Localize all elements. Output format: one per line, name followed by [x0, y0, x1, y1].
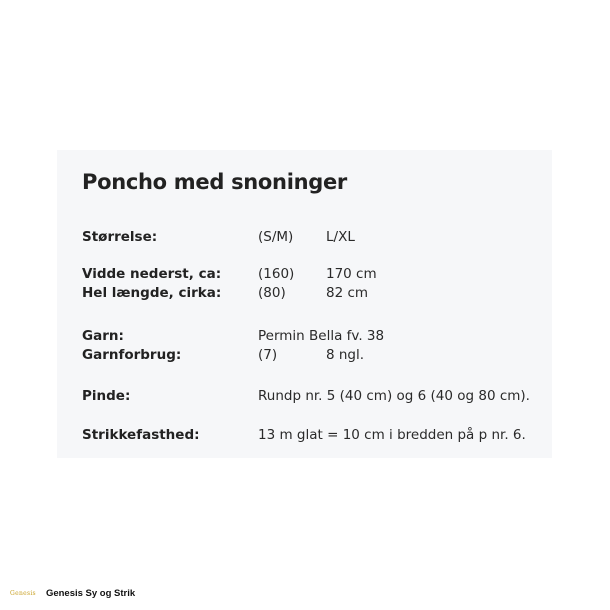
row-value-large: 82 cm: [326, 285, 369, 301]
row-value-small: (160): [258, 266, 295, 282]
row-value: 13 m glat = 10 cm i bredden på p nr. 6.: [258, 427, 526, 443]
row-value-small: (S/M): [258, 229, 294, 245]
row-label: Størrelse:: [82, 229, 158, 245]
genesis-logo-icon: Genesis: [10, 590, 36, 597]
row-value-small: (80): [258, 285, 286, 301]
pattern-info-card: [57, 150, 552, 458]
brand-name: Genesis Sy og Strik: [45, 588, 136, 599]
row-value-small: (7): [258, 347, 278, 363]
row-label: Vidde nederst, ca:: [82, 266, 222, 282]
pattern-title: Poncho med snoninger: [82, 170, 347, 194]
row-label: Pinde:: [82, 388, 131, 404]
row-value-large: L/XL: [326, 229, 355, 245]
row-value: Rundp nr. 5 (40 cm) og 6 (40 og 80 cm).: [258, 388, 530, 404]
row-label: Garnforbrug:: [82, 347, 182, 363]
row-label: Strikkefasthed:: [82, 427, 200, 443]
footer: [10, 588, 135, 599]
row-value: Permin Bella fv. 38: [258, 328, 385, 344]
row-value-large: 8 ngl.: [326, 347, 365, 363]
row-label: Hel længde, cirka:: [82, 285, 222, 301]
row-value-large: 170 cm: [326, 266, 377, 282]
row-label: Garn:: [82, 328, 124, 344]
